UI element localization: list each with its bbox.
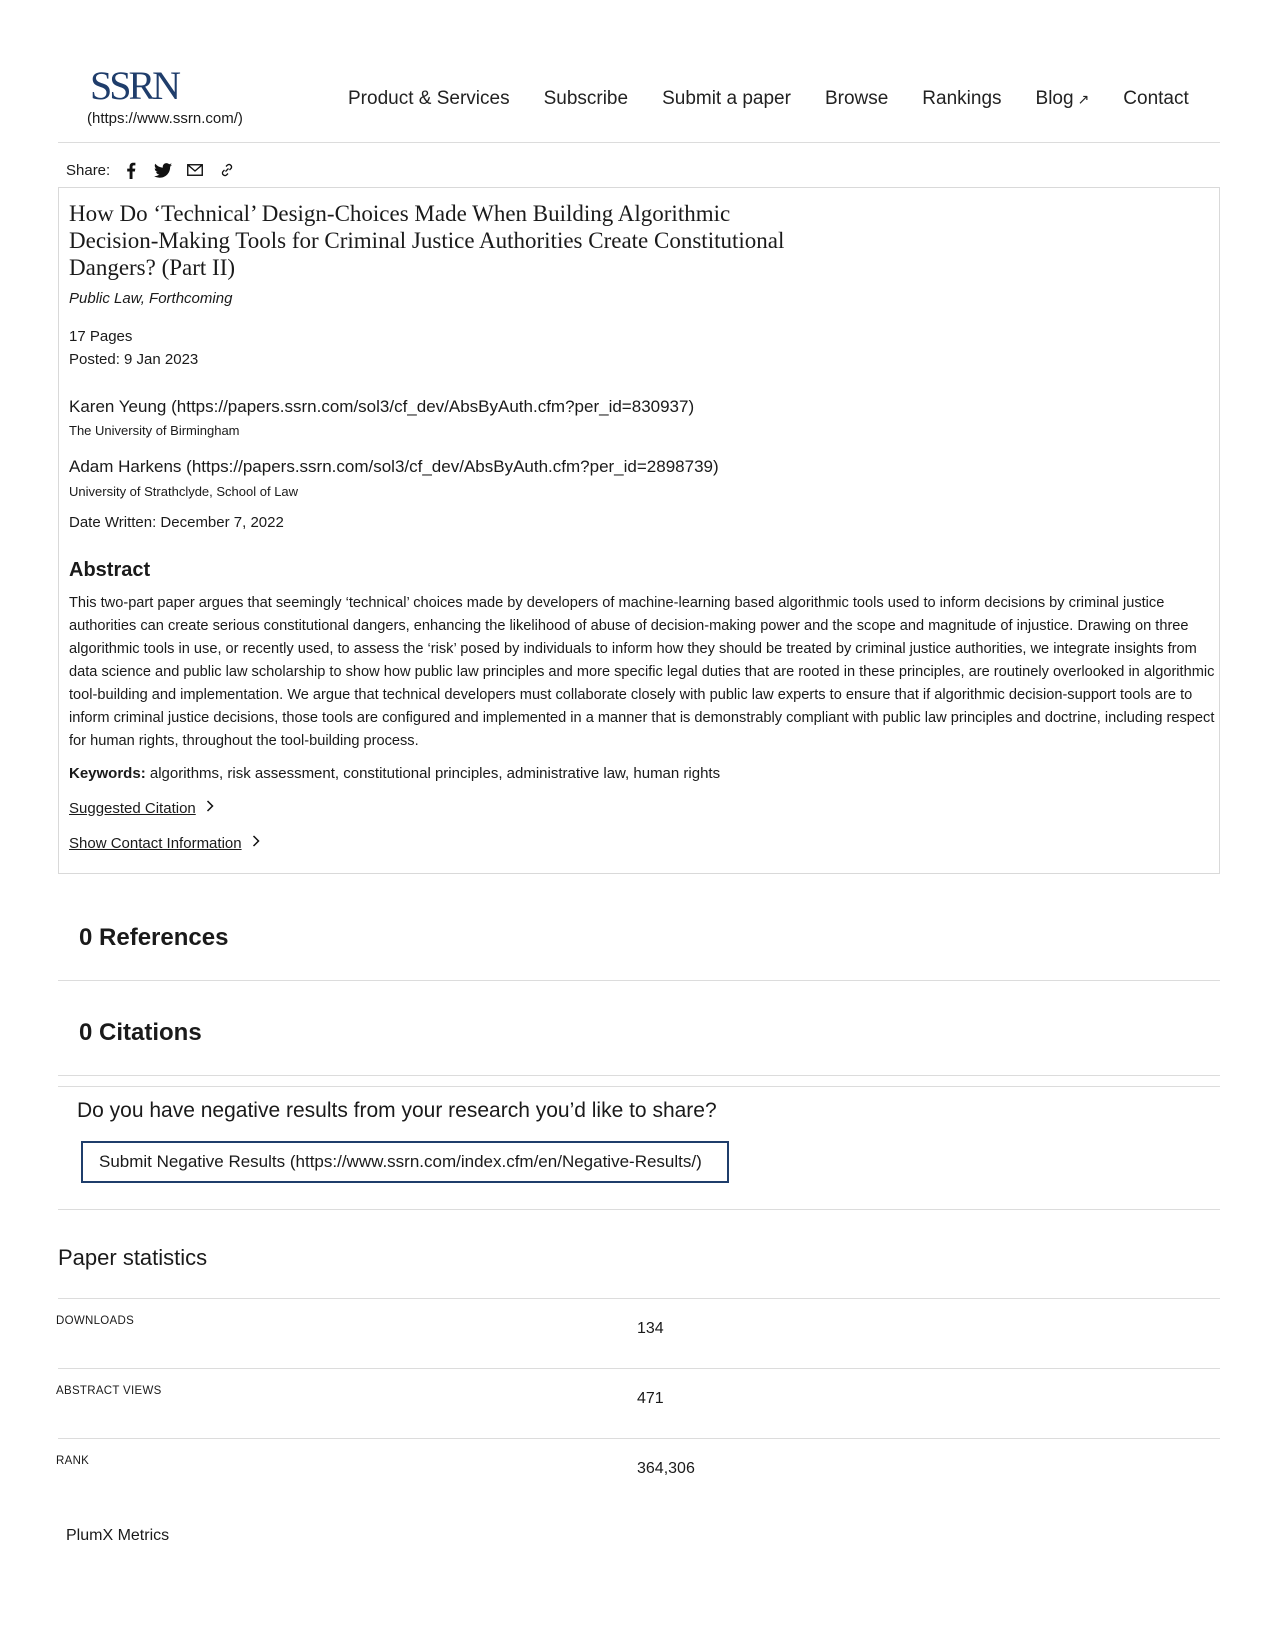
keywords-list: algorithms, risk assessment, constitutional principles, administrative law, human rights bbox=[149, 765, 721, 782]
divider bbox=[58, 1209, 1220, 1210]
nav-product-services[interactable]: Product & Services bbox=[348, 88, 510, 109]
logo-url[interactable]: (https://www.ssrn.com/) bbox=[87, 110, 243, 127]
rank-value: 364,306 bbox=[637, 1460, 695, 1477]
show-contact-label: Show Contact Information bbox=[69, 834, 242, 852]
suggested-citation-link[interactable] bbox=[69, 799, 214, 817]
nav-blog[interactable] bbox=[1036, 88, 1090, 110]
keywords-label: Keywords: bbox=[69, 765, 146, 782]
author-link[interactable]: Karen Yeung (https://papers.ssrn.com/sol3/cf_dev/AbsByAuth.cfm?per_id=830937) bbox=[69, 397, 695, 416]
divider bbox=[58, 1075, 1220, 1076]
page-count: 17 Pages bbox=[69, 328, 133, 345]
divider bbox=[58, 1298, 1220, 1299]
author-affiliation: University of Strathclyde, School of Law bbox=[69, 484, 299, 499]
posted-date: Posted: 9 Jan 2023 bbox=[69, 351, 199, 368]
site-header bbox=[58, 0, 1220, 143]
nav-submit-paper[interactable]: Submit a paper bbox=[662, 88, 791, 109]
chevron-right-icon bbox=[252, 834, 260, 852]
plumx-metrics[interactable]: PlumX Metrics bbox=[66, 1527, 170, 1544]
divider bbox=[58, 1438, 1220, 1439]
negative-results-question: Do you have negative results from your research you’d like to share? bbox=[77, 1099, 717, 1122]
nav-browse[interactable]: Browse bbox=[824, 88, 889, 109]
link-icon[interactable] bbox=[216, 160, 238, 180]
chevron-right-icon bbox=[206, 799, 214, 817]
show-contact-link[interactable] bbox=[69, 834, 260, 852]
share-label: Share: bbox=[66, 161, 111, 179]
external-link-icon: ↗ bbox=[1077, 91, 1090, 107]
references-heading[interactable]: 0 References bbox=[79, 924, 229, 951]
share-bar bbox=[66, 160, 238, 180]
divider bbox=[58, 1086, 1220, 1087]
email-icon[interactable] bbox=[184, 160, 206, 180]
paper-statistics-heading: Paper statistics bbox=[58, 1245, 208, 1270]
abstract-heading: Abstract bbox=[69, 559, 151, 581]
main-nav bbox=[348, 88, 1223, 110]
divider bbox=[58, 1368, 1220, 1369]
ssrn-logo[interactable]: SSRN bbox=[90, 63, 179, 108]
abstract-views-value: 471 bbox=[637, 1390, 664, 1407]
citations-heading[interactable]: 0 Citations bbox=[79, 1019, 202, 1046]
divider bbox=[58, 980, 1220, 981]
downloads-value: 134 bbox=[637, 1320, 664, 1337]
paper-title: How Do ‘Technical’ Design-Choices Made When Building Algorithmic Decision-Making Tools for Criminal Justice Authorities Create Constitutional Dangers? (Part II) bbox=[69, 201, 785, 280]
date-written: Date Written: December 7, 2022 bbox=[69, 514, 284, 531]
paper-details bbox=[58, 187, 1220, 874]
suggested-citation-label: Suggested Citation bbox=[69, 799, 196, 817]
author-link[interactable]: Adam Harkens (https://papers.ssrn.com/sol3/cf_dev/AbsByAuth.cfm?per_id=2898739) bbox=[69, 457, 719, 476]
journal-name: Public Law, Forthcoming bbox=[69, 290, 233, 307]
abstract-text: This two-part paper argues that seemingly ‘technical’ choices made by developers of machine-learning based algorithmic tools used to inform decisions by criminal justice authorities can create serious constitutional dangers, enhancing the likelihood of abuse of decision-making power and the scope and magnitude of injustice. Drawing on three algorithmic tools in use, or recently used, to assess the ‘risk’ posed by individuals to inform how they should be treated by criminal justice authorities, we integrate insights from data science and public law scholarship to show how public law principles and more specific legal duties that are rooted in these principles, are routinely overlooked in algorithmic tool-building and implementation. We argue that technical developers must collaborate closely with public law experts to ensure that if algorithmic decision-support tools are to inform criminal justice decisions, those tools are configured and implemented in a manner that is demonstrably compliant with public law principles and doctrine, including respect for human rights, throughout the tool-building process. bbox=[69, 595, 1215, 749]
twitter-icon[interactable] bbox=[152, 160, 174, 180]
keywords bbox=[69, 765, 720, 782]
downloads-label: DOWNLOADS bbox=[56, 1315, 135, 1327]
nav-subscribe[interactable]: Subscribe bbox=[543, 88, 629, 109]
rank-label: RANK bbox=[56, 1455, 90, 1467]
abstract-views-label: ABSTRACT VIEWS bbox=[56, 1385, 162, 1397]
nav-contact[interactable]: Contact bbox=[1123, 88, 1189, 109]
submit-negative-results-button[interactable]: Submit Negative Results (https://www.ssrn.com/index.cfm/en/Negative-Results/) bbox=[81, 1141, 729, 1183]
facebook-icon[interactable] bbox=[120, 160, 142, 180]
author-affiliation: The University of Birmingham bbox=[69, 423, 240, 438]
nav-blog-label: Blog bbox=[1035, 88, 1074, 109]
nav-rankings[interactable]: Rankings bbox=[922, 88, 1002, 109]
